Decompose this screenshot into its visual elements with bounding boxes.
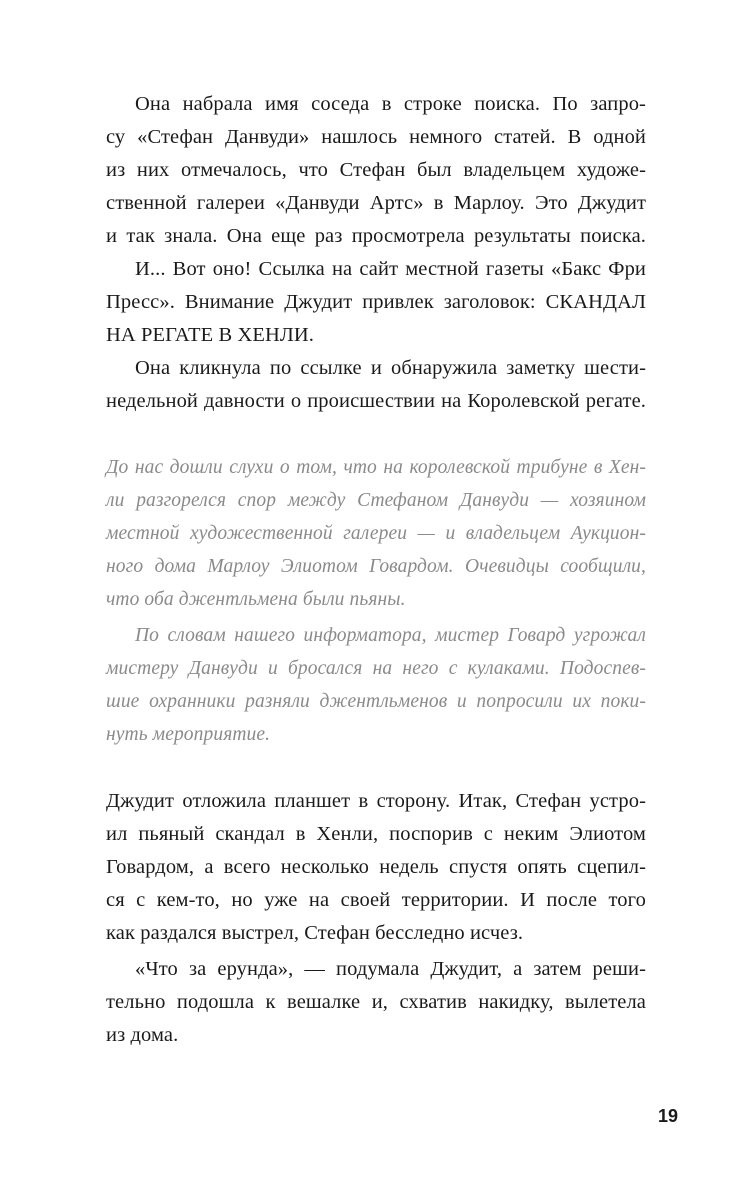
text-line: НА РЕГАТЕ В ХЕНЛИ. xyxy=(106,324,315,346)
quote-line: местной художественной галереи — и владельцем Аукцион- xyxy=(106,523,646,544)
text-line: тельно подошла к вешалке и, схватив накидку, вылетела xyxy=(106,991,646,1013)
text-line: ственной галереи «Данвуди Артс» в Марлоу. Это Джудит xyxy=(106,192,646,214)
quote-line: ли разгорелся спор между Стефаном Данвуди — хозяином xyxy=(106,490,646,511)
text-line: Джудит отложила планшет в сторону. Итак, Стефан устро- xyxy=(106,790,646,812)
text-line: ил пьяный скандал в Хенли, поспорив с неким Элиотом xyxy=(106,823,646,845)
quote-line: что оба джентльмена были пьяны. xyxy=(106,589,406,610)
page-number: 19 xyxy=(657,1106,678,1126)
text-line: Говардом, а всего несколько недель спустя опять сцепил- xyxy=(106,856,646,878)
text-line: су «Стефан Данвуди» нашлось немного статей. В одной xyxy=(106,126,646,148)
quote-line: нуть мероприятие. xyxy=(106,724,271,745)
quote-line: мистеру Данвуди и бросался на него с кулаками. Подоспев- xyxy=(106,658,646,679)
text-line: из них отмечалось, что Стефан был владельцем художе- xyxy=(106,159,646,181)
quote-line: ного дома Марлоу Элиотом Говардом. Очевидцы сообщили, xyxy=(106,556,646,577)
quote-line: По словам нашего информатора, мистер Говард угрожал xyxy=(135,625,646,646)
text-line: И... Вот оно! Ссылка на сайт местной газеты «Бакс Фри xyxy=(135,258,646,280)
text-line: Она набрала имя соседа в строке поиска. По запро- xyxy=(135,93,646,115)
text-line: недельной давности о происшествии на Королевской регате. xyxy=(106,390,646,412)
text-line: Пресс». Внимание Джудит привлек заголовок: СКАНДАЛ xyxy=(106,291,646,313)
text-line: ся с кем-то, но уже на своей территории. И после того xyxy=(106,889,646,911)
text-line: Она кликнула по ссылке и обнаружила заметку шести- xyxy=(135,357,646,379)
text-line: «Что за ерунда», — подумала Джудит, а затем реши- xyxy=(135,958,646,980)
text-line: как раздался выстрел, Стефан бесследно исчез. xyxy=(106,922,524,944)
text-line: из дома. xyxy=(106,1024,179,1046)
quote-line: шие охранники разняли джентльменов и попросили их поки- xyxy=(106,691,646,712)
quote-line: До нас дошли слухи о том, что на королевской трибуне в Хен- xyxy=(106,457,646,478)
text-line: и так знала. Она еще раз просмотрела результаты поиска. xyxy=(106,225,646,247)
